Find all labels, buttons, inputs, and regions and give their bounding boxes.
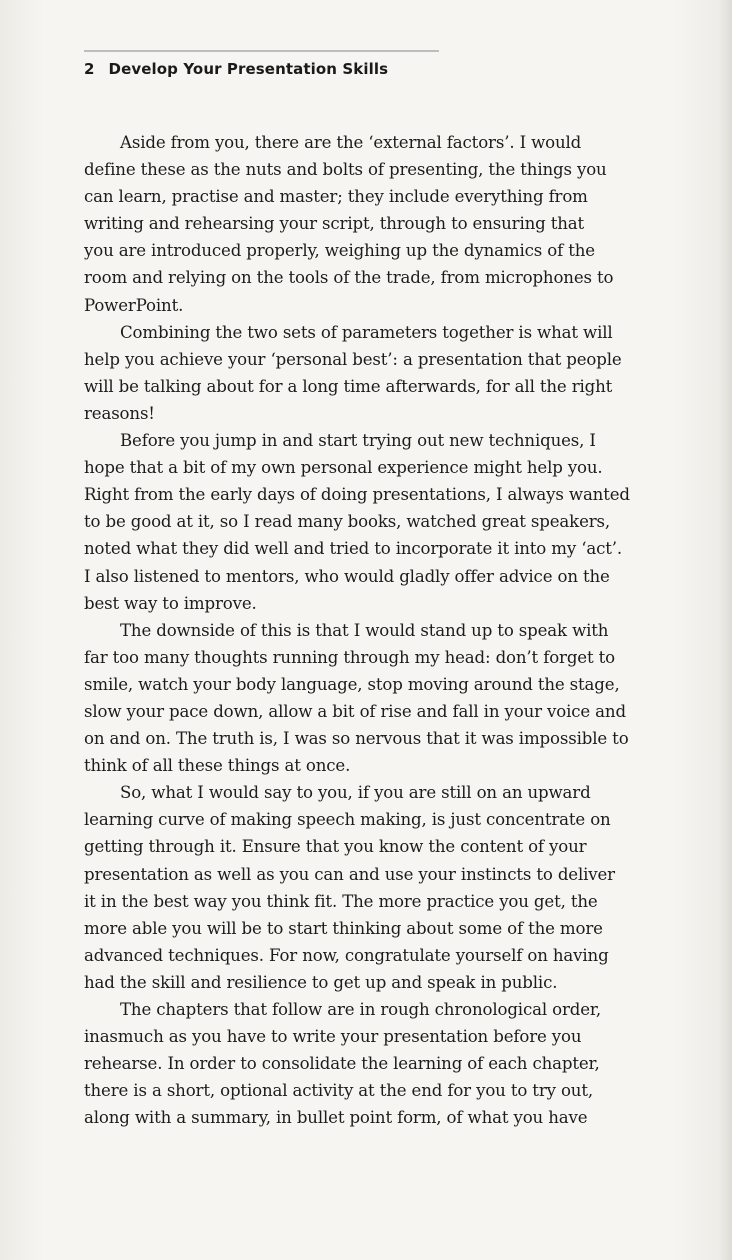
- paragraph-line: had the skill and resilience to get up and speak in public.: [84, 972, 558, 992]
- running-head: [84, 60, 388, 78]
- paragraph-line: there is a short, optional activity at the end for you to try out,: [84, 1081, 593, 1101]
- paragraph-line: noted what they did well and tried to incorporate it into my ‘act’.: [84, 539, 622, 559]
- paragraph-first-line: Before you jump in and start trying out new techniques, I: [120, 431, 596, 451]
- paragraph-line: define these as the nuts and bolts of presenting, the things you: [84, 160, 607, 180]
- paragraph-line: it in the best way you think fit. The more practice you get, the: [84, 891, 598, 911]
- paragraph-line: I also listened to mentors, who would gladly offer advice on the: [84, 566, 610, 586]
- paragraph-first-line: The chapters that follow are in rough chronological order,: [120, 1000, 601, 1019]
- paragraph-first-line: The downside of this is that I would stand up to speak with: [120, 620, 609, 640]
- paragraph-line: presentation as well as you can and use your instincts to deliver: [84, 864, 615, 884]
- paragraph-first-line: Aside from you, there are the ‘external factors’. I would: [120, 133, 582, 152]
- paragraph-line: along with a summary, in bullet point form, of what you have: [84, 1108, 588, 1128]
- paragraph-line: can learn, practise and master; they include everything from: [84, 187, 588, 207]
- paragraph-line: best way to improve.: [84, 593, 257, 613]
- paragraph: [84, 319, 676, 427]
- paragraph-line: advanced techniques. For now, congratulate yourself on having: [84, 945, 609, 965]
- paragraph-line: writing and rehearsing your script, through to ensuring that: [84, 214, 585, 234]
- paragraph: [84, 129, 676, 319]
- paragraph: [84, 617, 676, 780]
- paragraph-line: think of all these things at once.: [84, 756, 351, 776]
- paragraph-line: PowerPoint.: [84, 295, 184, 315]
- paragraph-line: help you achieve your ‘personal best’: a presentation that people: [84, 349, 622, 369]
- paragraph-line: far too many thoughts running through my head: don’t forget to: [84, 647, 615, 667]
- page-edge-shadow: [718, 0, 732, 1260]
- paragraph-line: more able you will be to start thinking about some of the more: [84, 918, 603, 938]
- header-rule: [84, 50, 439, 52]
- paragraph-line: slow your pace down, allow a bit of rise and fall in your voice and: [84, 701, 626, 721]
- paragraph-first-line: So, what I would say to you, if you are still on an upward: [120, 783, 591, 803]
- paragraph-line: rehearse. In order to consolidate the learning of each chapter,: [84, 1054, 600, 1074]
- paragraph: [84, 779, 676, 996]
- running-head-title: Develop Your Presentation Skills: [108, 60, 389, 78]
- paragraph-line: will be talking about for a long time afterwards, for all the right: [84, 376, 613, 396]
- paragraph-line: room and relying on the tools of the trade, from microphones to: [84, 268, 614, 288]
- body-text: [84, 129, 676, 1131]
- paragraph: [84, 996, 676, 1131]
- paragraph-line: getting through it. Ensure that you know the content of your: [84, 837, 587, 857]
- paragraph-line: to be good at it, so I read many books, watched great speakers,: [84, 512, 611, 532]
- paragraph-line: on and on. The truth is, I was so nervous that it was impossible to: [84, 729, 629, 749]
- paragraph: [84, 427, 676, 617]
- paragraph-line: hope that a bit of my own personal experience might help you.: [84, 458, 603, 478]
- paragraph-line: Right from the early days of doing presentations, I always wanted: [84, 485, 630, 505]
- paragraph-line: learning curve of making speech making, is just concentrate on: [84, 810, 611, 830]
- paragraph-line: you are introduced properly, weighing up the dynamics of the: [84, 241, 595, 261]
- paragraph-line: smile, watch your body language, stop moving around the stage,: [84, 674, 620, 694]
- page-number: 2: [84, 60, 95, 78]
- paragraph-line: reasons!: [84, 403, 155, 423]
- paragraph-first-line: Combining the two sets of parameters together is what will: [120, 322, 613, 342]
- paragraph-line: inasmuch as you have to write your presentation before you: [84, 1027, 582, 1047]
